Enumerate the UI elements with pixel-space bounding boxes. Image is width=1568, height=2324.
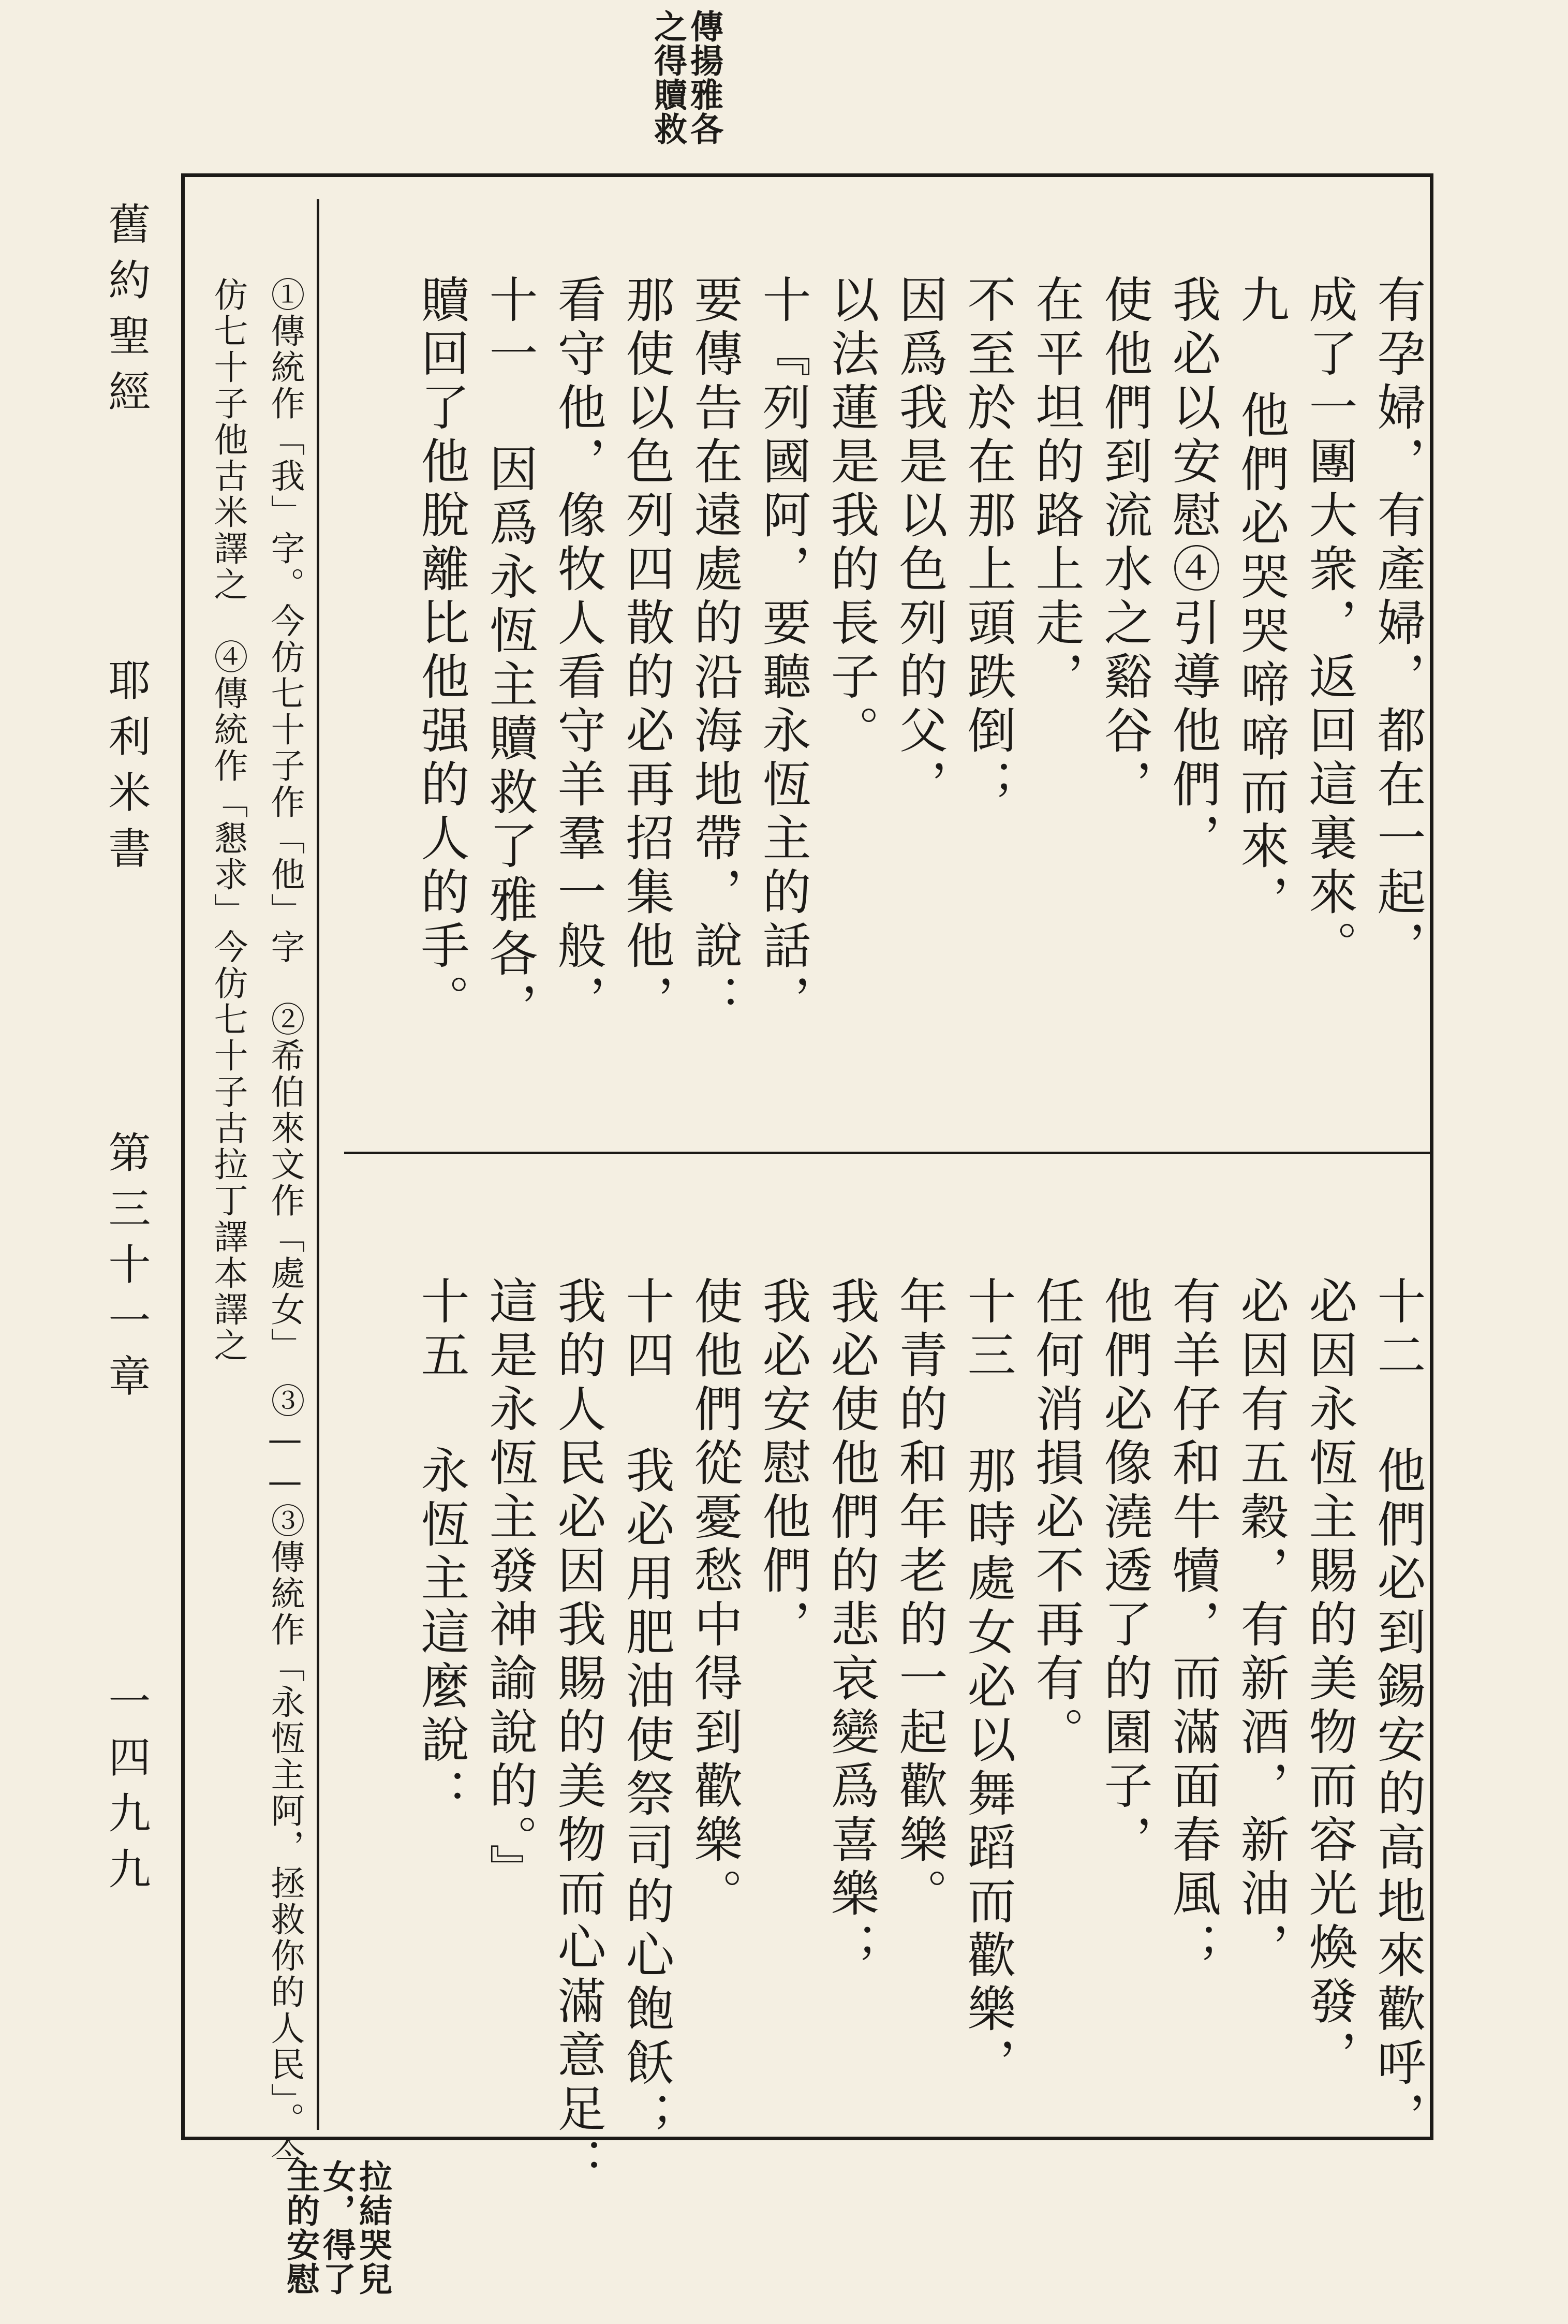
marginal-note-line: 之得贖救 <box>648 9 687 146</box>
verse-line: 我必使他們的悲哀變爲喜樂； <box>822 1276 879 1976</box>
marginal-note-line: 拉結哭兒 <box>353 2159 392 2296</box>
verse-line: 年青的和年老的一起歡樂。 <box>891 1276 947 1922</box>
verse-line: 有孕婦，有產婦，都在一起， <box>1369 274 1425 974</box>
page-number: 一四九九 <box>101 1679 151 1903</box>
verse-line: 以法蓮是我的長子。 <box>822 274 879 759</box>
chapter-heading: 第三十一章 <box>101 1130 151 1410</box>
verse-line: 這是永恆主發神諭說的。』 <box>481 1276 537 1898</box>
marginal-note-line: 傳揚雅各 <box>685 9 723 146</box>
verse-line: 十一 因爲永恆主贖救了雅各， <box>481 274 537 1036</box>
marginal-note-top <box>649 9 722 146</box>
verse-line: 十五 永恆主這麼說： <box>412 1276 469 1822</box>
footnotes <box>199 277 313 2174</box>
verse-line: 我必以安慰④引導他們， <box>1164 274 1220 866</box>
verse-line: 看守他，像牧人看守羊羣一般， <box>549 274 605 1028</box>
verse-line: 成了一團大衆，返回這裏來。 <box>1300 274 1357 974</box>
verse-line: 要傳告在遠處的沿海地帶，說： <box>686 274 742 1028</box>
scripture-text-upper <box>406 274 1431 1128</box>
verse-line: 必因永恆主賜的美物而容光煥發， <box>1300 1276 1357 2083</box>
verse-line: 十『列國阿，要聽永恆主的話， <box>754 274 810 1028</box>
verse-line: 任何消損必不再有。 <box>1027 1276 1084 1760</box>
verse-line: 在平坦的路上走， <box>1027 274 1084 705</box>
verse-line: 十二 他們必到錫安的高地來歡呼， <box>1369 1276 1425 2145</box>
running-header <box>96 202 156 1910</box>
footnote-line: ①傳統作「我」字。今仿七十子作「他」字 ②希伯來文作「處女」 ③——③傳統作「永恆主阿，拯救你的人民」。今 <box>265 277 305 2174</box>
marginal-note-line: 女，得了 <box>317 2159 356 2296</box>
verse-line: 我必安慰他們， <box>754 1276 810 1653</box>
section-divider <box>344 1152 1431 1154</box>
verse-line: 使他們到流水之谿谷， <box>1096 274 1152 813</box>
book-name: 耶利米書 <box>101 658 151 882</box>
verse-line: 我的人民必因我賜的美物而心滿意足： <box>549 1276 605 2191</box>
verse-line: 贖回了他脫離比他强的人的手。 <box>412 274 469 1028</box>
verse-line: 十四 我必用肥油使祭司的心飽飫； <box>617 1276 674 2145</box>
verse-line: 使他們從憂愁中得到歡樂。 <box>686 1276 742 1922</box>
verse-line: 不至於在那上頭跌倒； <box>959 274 1015 813</box>
book-title: 舊約聖經 <box>101 202 151 425</box>
verse-line: 那使以色列四散的必再招集他， <box>617 274 674 1028</box>
marginal-note-bottom <box>282 2159 391 2296</box>
verse-line: 必因有五穀，有新酒，新油， <box>1232 1276 1289 1976</box>
verse-line: 九 他們必哭哭啼啼而來， <box>1232 274 1289 928</box>
verse-line: 有羊仔和牛犢，而滿面春風； <box>1164 1276 1220 1976</box>
verse-line: 十三 那時處女必以舞蹈而歡樂， <box>959 1276 1015 2091</box>
verse-line: 因爲我是以色列的父， <box>891 274 947 813</box>
scripture-text-lower <box>406 1276 1431 2191</box>
marginal-note-line: 主的安慰 <box>281 2159 319 2296</box>
footnote-line: 仿七十子他古米譯之 ④傳統作「懇求」今仿七十子古拉丁譯本譯之 <box>208 277 248 1364</box>
verse-line: 他們必像澆透了的園子， <box>1096 1276 1152 1868</box>
footnote-divider <box>317 199 319 2130</box>
